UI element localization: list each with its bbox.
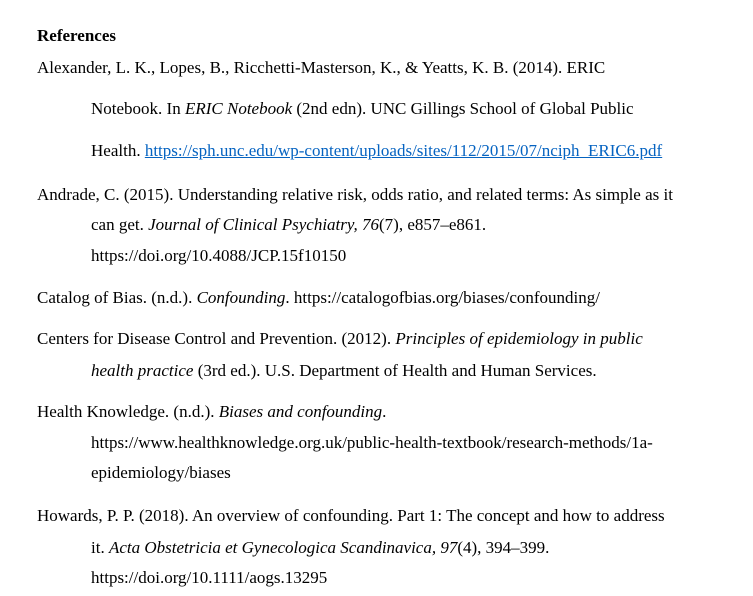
reference-line [37, 506, 665, 526]
reference-doi: https://doi.org/10.4088/JCP.15f10150 [91, 246, 347, 265]
reference-text: Health. [91, 141, 145, 160]
reference-line [37, 329, 643, 349]
reference-line [37, 185, 673, 205]
reference-text: (2nd edn). UNC Gillings School of Global Public [292, 99, 634, 118]
reference-line [91, 568, 327, 588]
reference-text: Alexander, L. K., Lopes, B., Ricchetti-Masterson, K., & Yeatts, K. B. (2014). ERIC [37, 58, 606, 77]
reference-line [91, 141, 662, 161]
reference-text: Health Knowledge. (n.d.). [37, 402, 219, 421]
reference-text: (7), e857–e861. [379, 215, 487, 234]
reference-line [91, 433, 653, 453]
reference-text: Notebook. In [91, 99, 185, 118]
reference-source-title: ERIC Notebook [184, 99, 293, 118]
reference-source-title: health practice [91, 361, 194, 380]
reference-line [91, 361, 597, 381]
reference-url: https://www.healthknowledge.org.uk/public-health-textbook/research-methods/1a- [91, 433, 653, 452]
reference-line [37, 58, 605, 78]
reference-line [91, 215, 486, 235]
reference-text: . https://catalogofbias.org/biases/confounding/ [285, 288, 600, 307]
reference-text: it. [91, 538, 109, 557]
reference-line [37, 288, 600, 308]
reference-line [91, 99, 634, 119]
reference-text: Andrade, C. (2015). Understanding relative risk, odds ratio, and related terms: As simple as it [37, 185, 673, 204]
reference-source-title: Biases and confounding [218, 402, 383, 421]
reference-journal-title: Journal of Clinical Psychiatry, 76 [148, 215, 380, 234]
references-heading: References [37, 26, 116, 45]
reference-text: (3rd ed.). U.S. Department of Health and Human Services. [193, 361, 597, 380]
reference-line [91, 246, 346, 266]
reference-line [37, 402, 386, 422]
reference-text: Howards, P. P. (2018). An overview of confounding. Part 1: The concept and how to address [37, 506, 665, 525]
reference-text: . [382, 402, 387, 421]
reference-text: Catalog of Bias. (n.d.). [37, 288, 197, 307]
reference-text: Centers for Disease Control and Prevention. (2012). [37, 329, 396, 348]
reference-text: (4), 394–399. [457, 538, 550, 557]
reference-text: can get. [91, 215, 149, 234]
reference-url-link[interactable]: https://sph.unc.edu/wp-content/uploads/sites/112/2015/07/nciph_ERIC6.pdf [144, 141, 663, 160]
reference-url: epidemiology/biases [91, 463, 231, 482]
reference-source-title: Confounding [196, 288, 286, 307]
reference-journal-title: Acta Obstetricia et Gynecologica Scandinavica, 97 [108, 538, 458, 557]
reference-doi: https://doi.org/10.1111/aogs.13295 [91, 568, 328, 587]
reference-line [91, 538, 549, 558]
reference-source-title: Principles of epidemiology in public [395, 329, 643, 348]
reference-line [91, 463, 231, 483]
